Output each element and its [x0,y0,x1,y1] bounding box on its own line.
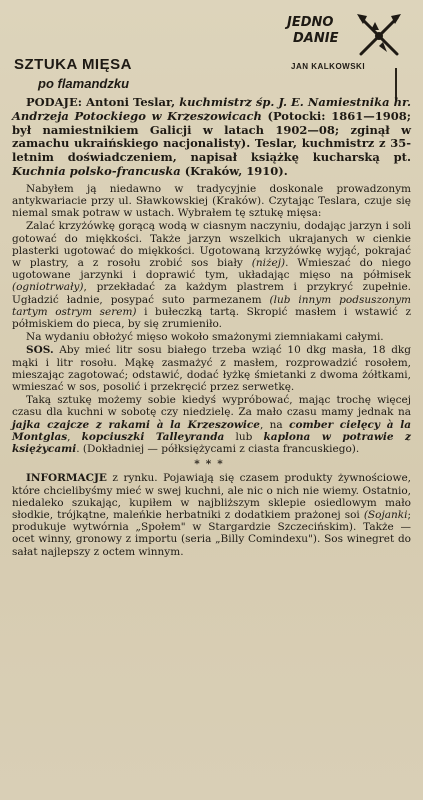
lead-label: PODAJE: [26,95,83,109]
paragraph-info [12,472,411,557]
column-author: JAN KALKOWSKI [291,62,366,71]
lead-text-5: (Kraków, 1910). [180,163,288,178]
p2-text-c: . Wmieszać do niego ugotowane jarzynki i doprawić tym, układając mięso na półmisek [12,257,411,282]
lead-text-2: kuchmistrz śp. J. E. Namiestnika hr. Andrzeja Potockiego w Krzeszowicach [12,95,411,123]
lead-text-3: (Potocki: 1861—1908; był namiestnikiem Galicji w latach 1902—08; zginął w zamachu ukraińskiego nacjonalisty). Teslar, kuchmistrz z 35-letnim doświadczeniem, napisał książkę kucharską pt. [12,108,411,165]
info-text-a: z rynku. Pojawiają się czasem produkty żywnościowe, które chcielibyśmy mieć w swej kuchni, ale nic o nich nie wiemy. Ostatnio, niedaleko szukając, kupiłem w najbliższym sklepie osiedlowym mało słodkie, trójkątne, maleńkie herbatniki z dodatkiem prażonej soi [12,472,411,522]
lead-text-4: Kuchnia polsko-francuska [12,163,181,178]
p5-text-i: . (Dokładniej — półksiężycami z ciasta francuskiego). [76,443,360,456]
p2-text-g: i bułeczką tartą. Skropić masłem i wstawić z półmiskiem do pieca, by się zrumieniło. [12,305,411,331]
sauce-text: Aby mieć litr sosu białego trzeba wziąć 10 dkg masła, 18 dkg mąki i litr rosołu. Mąkę zasmażyć z masłem, rozprowadzić rosołem, mieszając zagotować; odstawić, dodać łyżkę śmietanki z dwoma żółtkami, wmieszać w sos, posolić i przekręcić przez serwetkę. [12,344,411,394]
p5-text-e: , [67,430,82,443]
p5-text-g: lub [224,430,264,443]
article-body [12,96,411,559]
p2-text-b: (niżej) [251,257,286,269]
p5-text-b: jajka czajcze z rakami à la Krzeszowice [12,418,260,431]
paragraph-2 [12,220,411,330]
p5-text-d: comber cielęcy à la Montglas [12,418,412,443]
p2-text-d: (ogniotrwały) [12,281,84,294]
paragraph-1: Nabyłem ją niedawno w tradycyjnie doskonale prowadzonym antykwariacie przy ul. Sławkowskiej (Kraków). Czytając Teslara, czuje się niemal smak potraw w ustach. Wybrałem tę sztukę mięsa: [12,182,411,220]
p2-text-f: (lub innym podsuszonym tartym ostrym serem) [12,293,411,318]
p5-text-c: , na [259,418,290,431]
article-title: SZTUKA MIĘSA [14,56,132,73]
p5-text-h: kaplona w potrawie z księżycami [12,430,411,456]
p5-text-f: kopciuszki Talleyranda [81,430,225,443]
logo-word-bottom: DANIE [293,31,339,46]
section-separator: *** [194,458,229,471]
info-text-b: (Sojanki [363,509,408,522]
paragraph-5 [12,394,411,455]
logo-word-top: JEDNO [287,15,334,30]
article-subtitle: po flamandzku [38,76,130,91]
lead-paragraph [12,96,411,179]
info-text-c: ; produkuje wytwórnia „Społem" w Stargardzie Szczecińskim). Także — ocet winny, gronowy z importu (seria „Billy Comindexu"). Sos winegret do sałat najlepszy z octem winnym. [12,509,411,558]
lead-text-1: Antoni Teslar, [82,95,180,109]
paragraph-sauce [12,344,411,393]
p5-text-a: Taką sztukę możemy sobie kiedyś wypróbować, mając trochę więcej czasu dla kuchni w sobotę czy niedzielę. Za mało czasu mamy jednak na [12,394,411,419]
column-logo [287,12,405,74]
sauce-label: SOS. [26,344,54,357]
info-label: INFORMACJE [26,472,107,485]
paragraph-3: Na wydaniu obłożyć mięso wokoło smażonymi ziemniakami całymi. [26,331,384,344]
column-header [12,8,411,91]
p2-text-e: , przekładać za każdym plastrem i przykryć zupełnie. Ugładzić ładnie, posypać suto parmezanem [12,281,411,306]
p2-text-a: Zalać krzyżówkę gorącą wodą w ciasnym naczyniu, dodając jarzyn i soli gotować do miękkości. Także jarzyn wszelkich ukrajanych w cienkie plasterki ugotować do miękkości. Ugotowaną krzyżówkę wyjąć, pokrajać w plastry, a z rosołu zrobić sos biały [12,220,411,269]
crossed-utensils-icon [353,12,405,60]
